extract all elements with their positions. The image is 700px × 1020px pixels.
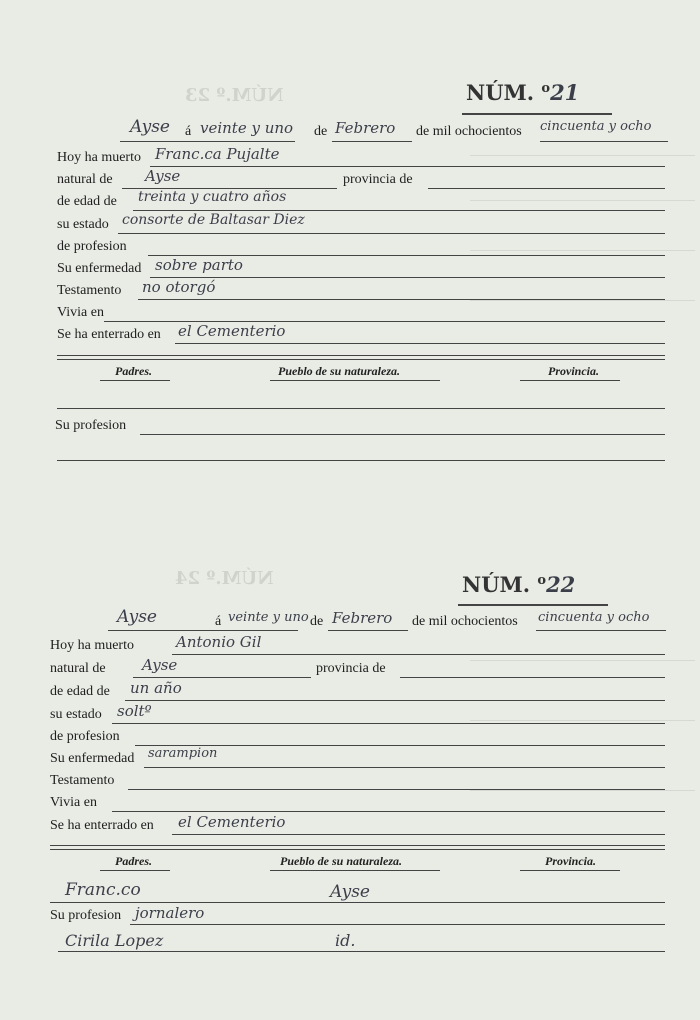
hoy-label: Hoy ha muerto — [57, 150, 141, 165]
deceased-value: Antonio Gil — [176, 633, 262, 651]
col-provincia: Provincia. — [548, 364, 599, 378]
bleed-through-number-bottom: NÚM.º 24 — [175, 568, 274, 589]
entry-number-suffix: o — [541, 81, 551, 96]
col-provincia: Provincia. — [545, 854, 596, 868]
month-value: Febrero — [332, 609, 393, 627]
col-padres: Padres. — [115, 854, 152, 868]
estado-label: su estado — [50, 707, 102, 722]
su-profesion-label: Su profesion — [55, 418, 127, 433]
estado-value: consorte de Baltasar Diez — [122, 212, 305, 228]
profesion-label: de profesion — [57, 239, 127, 254]
entry-number-value: 22 — [546, 572, 576, 597]
father-town-value: Ayse — [330, 882, 370, 902]
year-value: cincuenta y ocho — [540, 119, 652, 134]
father-profesion-value: jornalero — [135, 904, 205, 922]
entry-number-suffix: o — [537, 573, 547, 588]
enfermedad-value: sobre parto — [155, 256, 243, 274]
col-padres: Padres. — [115, 364, 152, 378]
vivia-label: Vivia en — [50, 795, 97, 810]
col-pueblo: Pueblo de su naturaleza. — [280, 854, 403, 868]
bleed-through-number-top: NÚM.º 23 — [185, 85, 284, 106]
edad-label: de edad de — [50, 684, 110, 699]
de-label: de — [310, 614, 324, 629]
enfermedad-value: sarampion — [148, 746, 218, 761]
entry-number-label: NÚM. — [466, 80, 535, 105]
natural-label: natural de — [57, 172, 113, 187]
mother-value: Cirila Lopez — [65, 931, 164, 950]
mother-town-value: id. — [335, 931, 356, 950]
provincia-label: provincia de — [316, 661, 386, 676]
enfermedad-label: Su enfermedad — [57, 261, 142, 276]
testamento-label: Testamento — [50, 773, 115, 788]
edad-value: treinta y cuatro años — [138, 189, 287, 205]
profesion-label: de profesion — [50, 729, 120, 744]
month-value: Febrero — [335, 119, 396, 137]
de-mil-label: de mil ochocientos — [412, 614, 518, 629]
day-value: veinte y uno — [228, 610, 309, 625]
vivia-label: Vivia en — [57, 305, 104, 320]
natural-value: Ayse — [142, 656, 178, 674]
enterrado-label: Se ha enterrado en — [57, 327, 161, 342]
estado-value: soltº — [117, 702, 152, 720]
entry-number-value: 21 — [550, 80, 580, 105]
entry-number — [462, 572, 575, 597]
entry-number-label: NÚM. — [462, 572, 531, 597]
year-value: cincuenta y ocho — [538, 610, 650, 625]
estado-label: su estado — [57, 217, 109, 232]
hoy-label: Hoy ha muerto — [50, 638, 134, 653]
deceased-value: Franc.ca Pujalte — [155, 145, 280, 163]
testamento-value: no otorgó — [142, 278, 216, 296]
de-mil-label: de mil ochocientos — [416, 124, 522, 139]
enterrado-label: Se ha enterrado en — [50, 818, 154, 833]
enterrado-value: el Cementerio — [178, 322, 286, 340]
place-value: Ayse — [130, 117, 170, 137]
su-profesion-label: Su profesion — [50, 908, 122, 923]
col-pueblo: Pueblo de su naturaleza. — [278, 364, 401, 378]
day-prefix: á — [215, 614, 222, 629]
entry-number — [466, 80, 579, 105]
provincia-label: provincia de — [343, 172, 413, 187]
day-value: veinte y uno — [200, 119, 294, 137]
father-value: Franc.co — [65, 880, 141, 900]
place-value: Ayse — [117, 607, 157, 627]
enfermedad-label: Su enfermedad — [50, 751, 135, 766]
edad-value: un año — [130, 679, 182, 697]
enterrado-value: el Cementerio — [178, 813, 286, 831]
natural-value: Ayse — [145, 167, 181, 185]
natural-label: natural de — [50, 661, 106, 676]
day-prefix: á — [185, 124, 192, 139]
de-label: de — [314, 124, 328, 139]
edad-label: de edad de — [57, 194, 117, 209]
testamento-label: Testamento — [57, 283, 122, 298]
